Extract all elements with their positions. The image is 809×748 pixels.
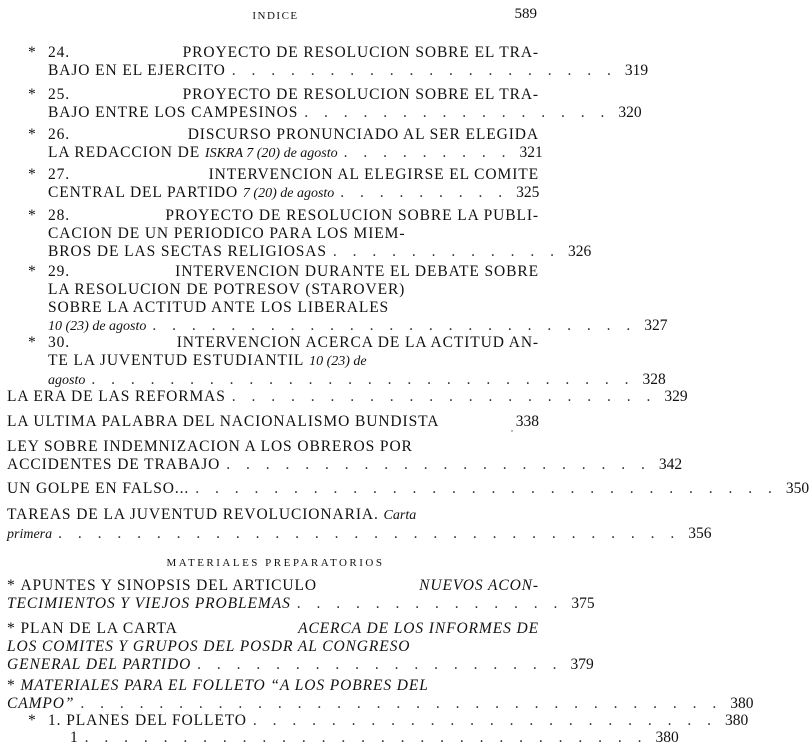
entry-italic: Carta xyxy=(383,508,417,523)
entry-text-line-1: LA ULTIMA PALABRA DEL NACIONALISMO BUNDISTA xyxy=(7,413,440,430)
entry-text-line-1: LA ERA DE LAS REFORMAS xyxy=(7,388,226,405)
entry-text-line-1: PROYECTO DE RESOLUCION SOBRE EL TRA- xyxy=(182,86,539,103)
entry-number: 24. xyxy=(48,44,71,61)
entry-text-line-1: PLAN DE LA CARTA xyxy=(20,620,178,637)
entry-page: 328 xyxy=(642,371,666,388)
entry-text-line-3: BROS DE LAS SECTAS RELIGIOSAS xyxy=(48,243,327,260)
toc-main-entry[interactable]: LEY SOBRE INDEMNIZACION A LOS OBREROS POR ACCIDENTES DE TRABAJO . . . . . . . . . . . . . . . . . . . . . . 342 xyxy=(7,438,683,473)
toc-entry-25[interactable]: * 25. PROYECTO DE RESOLUCION SOBRE EL TRA- BAJO ENTRE LOS CAMPESINOS . . . . . . . . . . . . . . . . 320 xyxy=(28,86,642,121)
entry-text-line-2: LOS COMITES Y GRUPOS DEL POSDR AL CONGRESO xyxy=(7,638,411,655)
asterisk-mark: * xyxy=(7,620,16,637)
entry-text-line-1: LEY SOBRE INDEMNIZACION A LOS OBREROS POR xyxy=(7,438,413,455)
entry-text-line-2: TE LA JUVENTUD ESTUDIANTIL xyxy=(48,352,305,369)
entry-date: 10 (23) de xyxy=(309,354,367,369)
toc-material-subentry[interactable]: 1 . . . . . . . . . . . . . . . . . . . . . . . . . . . . . 380 xyxy=(70,729,679,746)
toc-entry-29[interactable]: * 29. INTERVENCION DURANTE EL DEBATE SOBRE LA RESOLUCION DE POTRESOV (STAROVER) SOBRE LA ACTITUD ANTE LOS LIBERALES 10 (23) de agosto . . . . . . . . . . . . . . . . . . . . . . . . . 327 xyxy=(28,263,668,334)
entry-date-cont: agosto xyxy=(48,373,86,388)
entry-page: 329 xyxy=(664,388,688,405)
toc-entry-30[interactable]: * 30. INTERVENCION ACERCA DE LA ACTITUD AN- TE LA JUVENTUD ESTUDIANTIL 10 (23) de agosto . . . . . . . . . . . . . . . . . . . . . . . . . . . . 328 xyxy=(28,334,666,388)
entry-number: 28. xyxy=(48,207,71,224)
entry-page: 380 xyxy=(655,729,679,746)
asterisk-mark: * xyxy=(28,126,36,143)
entry-number: 27. xyxy=(48,166,71,183)
entry-page: 320 xyxy=(618,104,642,121)
entry-page: 356 xyxy=(688,525,712,542)
entry-text-line-2: TECIMIENTOS Y VIEJOS PROBLEMAS xyxy=(7,595,291,612)
toc-entry-27[interactable]: * 27. INTERVENCION AL ELEGIRSE EL COMITE CENTRAL DEL PARTIDO 7 (20) de agosto . . . . . . . . . 325 xyxy=(28,166,540,201)
entry-text-line-2: CENTRAL DEL PARTIDO xyxy=(48,184,239,201)
asterisk-mark: * xyxy=(28,166,36,183)
page-number: 589 xyxy=(514,6,537,22)
toc-main-entry[interactable]: LA ERA DE LAS REFORMAS . . . . . . . . . . . . . . . . . . . . . . 329 xyxy=(7,388,688,405)
entry-italic-title: NUEVOS ACON- xyxy=(419,577,539,594)
running-header-title: INDICE xyxy=(252,10,299,22)
entry-text-line-1: UN GOLPE EN FALSO... xyxy=(7,480,190,497)
entry-number: 1. xyxy=(48,712,62,729)
entry-text-line-1: DISCURSO PRONUNCIADO AL SER ELEGIDA xyxy=(187,126,539,143)
entry-page: 338 xyxy=(515,413,539,430)
entry-text-line-1: INTERVENCION ACERCA DE LA ACTITUD AN- xyxy=(176,334,539,351)
entry-text-line-1: TAREAS DE LA JUVENTUD REVOLUCIONARIA. xyxy=(7,506,379,523)
toc-material-entry[interactable]: * MATERIALES PARA EL FOLLETO “A LOS POBRES DEL CAMPO” . . . . . . . . . . . . . . . . . . . . . . . . . . . . . . . . . 380 xyxy=(7,677,754,712)
toc-material-subentry[interactable]: * 1. PLANES DEL FOLLETO . . . . . . . . . . . . . . . . . . . . . . . . 380 xyxy=(28,712,749,729)
entry-number: 25. xyxy=(48,86,71,103)
entry-page: 326 xyxy=(568,243,592,260)
entry-text-line-1: APUNTES Y SINOPSIS DEL ARTICULO xyxy=(20,577,317,594)
asterisk-mark: * xyxy=(7,677,16,694)
entry-text-line-1: INTERVENCION AL ELEGIRSE EL COMITE xyxy=(208,166,539,183)
entry-date: 7 (20) de agosto xyxy=(242,186,335,201)
entry-text-line-2: BAJO ENTRE LOS CAMPESINOS xyxy=(48,104,299,121)
entry-italic-title: ACERCA DE LOS INFORMES DE xyxy=(298,620,539,637)
toc-entry-24[interactable]: * 24. PROYECTO DE RESOLUCION SOBRE EL TRA- BAJO EN EL EJERCITO . . . . . . . . . . . . . . . . . . . . 319 xyxy=(28,44,649,79)
section-title: MATERIALES PREPARATORIOS xyxy=(166,557,385,569)
entry-page: 327 xyxy=(644,317,668,334)
stray-mark: ˙ xyxy=(510,427,514,441)
entry-text-line-1: PROYECTO DE RESOLUCION SOBRE EL TRA- xyxy=(182,44,539,61)
asterisk-mark: * xyxy=(28,207,36,224)
asterisk-mark: * xyxy=(28,263,36,280)
toc-entry-28[interactable]: * 28. PROYECTO DE RESOLUCION SOBRE LA PUBLI- CACION DE UN PERIODICO PARA LOS MIEM- BROS DE LAS SECTAS RELIGIOSAS . . . . . . . . . . . . 326 xyxy=(28,207,592,260)
entry-page: 380 xyxy=(725,712,749,729)
toc-entry-26[interactable]: * 26. DISCURSO PRONUNCIADO AL SER ELEGIDA LA REDACCION DE ISKRA 7 (20) de agosto . . . . . . . . . 321 xyxy=(28,126,543,161)
asterisk-mark: * xyxy=(28,712,36,729)
entry-text-line-2: ACCIDENTES DE TRABAJO xyxy=(7,456,221,473)
entry-page: 325 xyxy=(516,184,540,201)
running-header xyxy=(0,0,551,30)
toc-main-entry[interactable]: TAREAS DE LA JUVENTUD REVOLUCIONARIA. Carta primera . . . . . . . . . . . . . . . . . . . . . . . . . . . . . . . . 356 xyxy=(7,506,712,542)
asterisk-mark: * xyxy=(28,44,36,61)
toc-main-entry[interactable]: UN GOLPE EN FALSO... . . . . . . . . . . . . . . . . . . . . . . . . . . . . . . 350 xyxy=(7,480,809,497)
entry-page: 350 xyxy=(785,480,809,497)
entry-text-line-2: LA REDACCION DE xyxy=(48,144,201,161)
entry-text-line-2: BAJO EN EL EJERCITO xyxy=(48,62,226,79)
entry-page: 380 xyxy=(730,695,754,712)
toc-material-entry[interactable]: * PLAN DE LA CARTA ACERCA DE LOS INFORMES DE LOS COMITES Y GRUPOS DEL POSDR AL CONGRESO GENERAL DEL PARTIDO . . . . . . . . . . . . . . . . . . . 379 xyxy=(7,620,594,673)
toc-main-entry[interactable] xyxy=(7,413,539,431)
entry-text-line-2: CAMPO” xyxy=(7,695,75,712)
asterisk-mark: * xyxy=(28,86,36,103)
entry-number: 26. xyxy=(48,126,71,143)
entry-text-line-3: SOBRE LA ACTITUD ANTE LOS LIBERALES xyxy=(48,299,390,316)
entry-page: 375 xyxy=(571,595,595,612)
entry-text-line-1: INTERVENCION DURANTE EL DEBATE SOBRE xyxy=(175,263,539,280)
entry-page: 321 xyxy=(519,144,543,161)
entry-date: ISKRA 7 (20) de agosto xyxy=(204,146,338,161)
entry-text-line-2: LA RESOLUCION DE POTRESOV (STAROVER) xyxy=(48,281,406,298)
entry-page: 379 xyxy=(570,656,594,673)
entry-page: 319 xyxy=(624,62,649,79)
toc-material-entry[interactable]: * APUNTES Y SINOPSIS DEL ARTICULO NUEVOS ACON- TECIMIENTOS Y VIEJOS PROBLEMAS . . . . . . . . . . . . . . 375 xyxy=(7,577,595,612)
entry-date: 10 (23) de agosto xyxy=(48,319,147,334)
entry-text-line-1: PLANES DEL FOLLETO xyxy=(66,712,247,729)
entry-number: 30. xyxy=(48,334,71,351)
asterisk-mark: * xyxy=(7,577,16,594)
entry-page: 342 xyxy=(658,456,683,473)
entry-number: 29. xyxy=(48,263,71,280)
entry-text-line-2: CACION DE UN PERIODICO PARA LOS MIEM- xyxy=(48,225,406,242)
entry-text-line-1: PROYECTO DE RESOLUCION SOBRE LA PUBLI- xyxy=(165,207,539,224)
entry-italic-cont: primera xyxy=(7,527,53,542)
entry-text-line-1: MATERIALES PARA EL FOLLETO “A LOS POBRES DEL xyxy=(20,677,429,694)
entry-text-line-1: 1 xyxy=(70,729,79,746)
asterisk-mark: * xyxy=(28,334,36,351)
entry-text-line-3: GENERAL DEL PARTIDO xyxy=(7,656,192,673)
